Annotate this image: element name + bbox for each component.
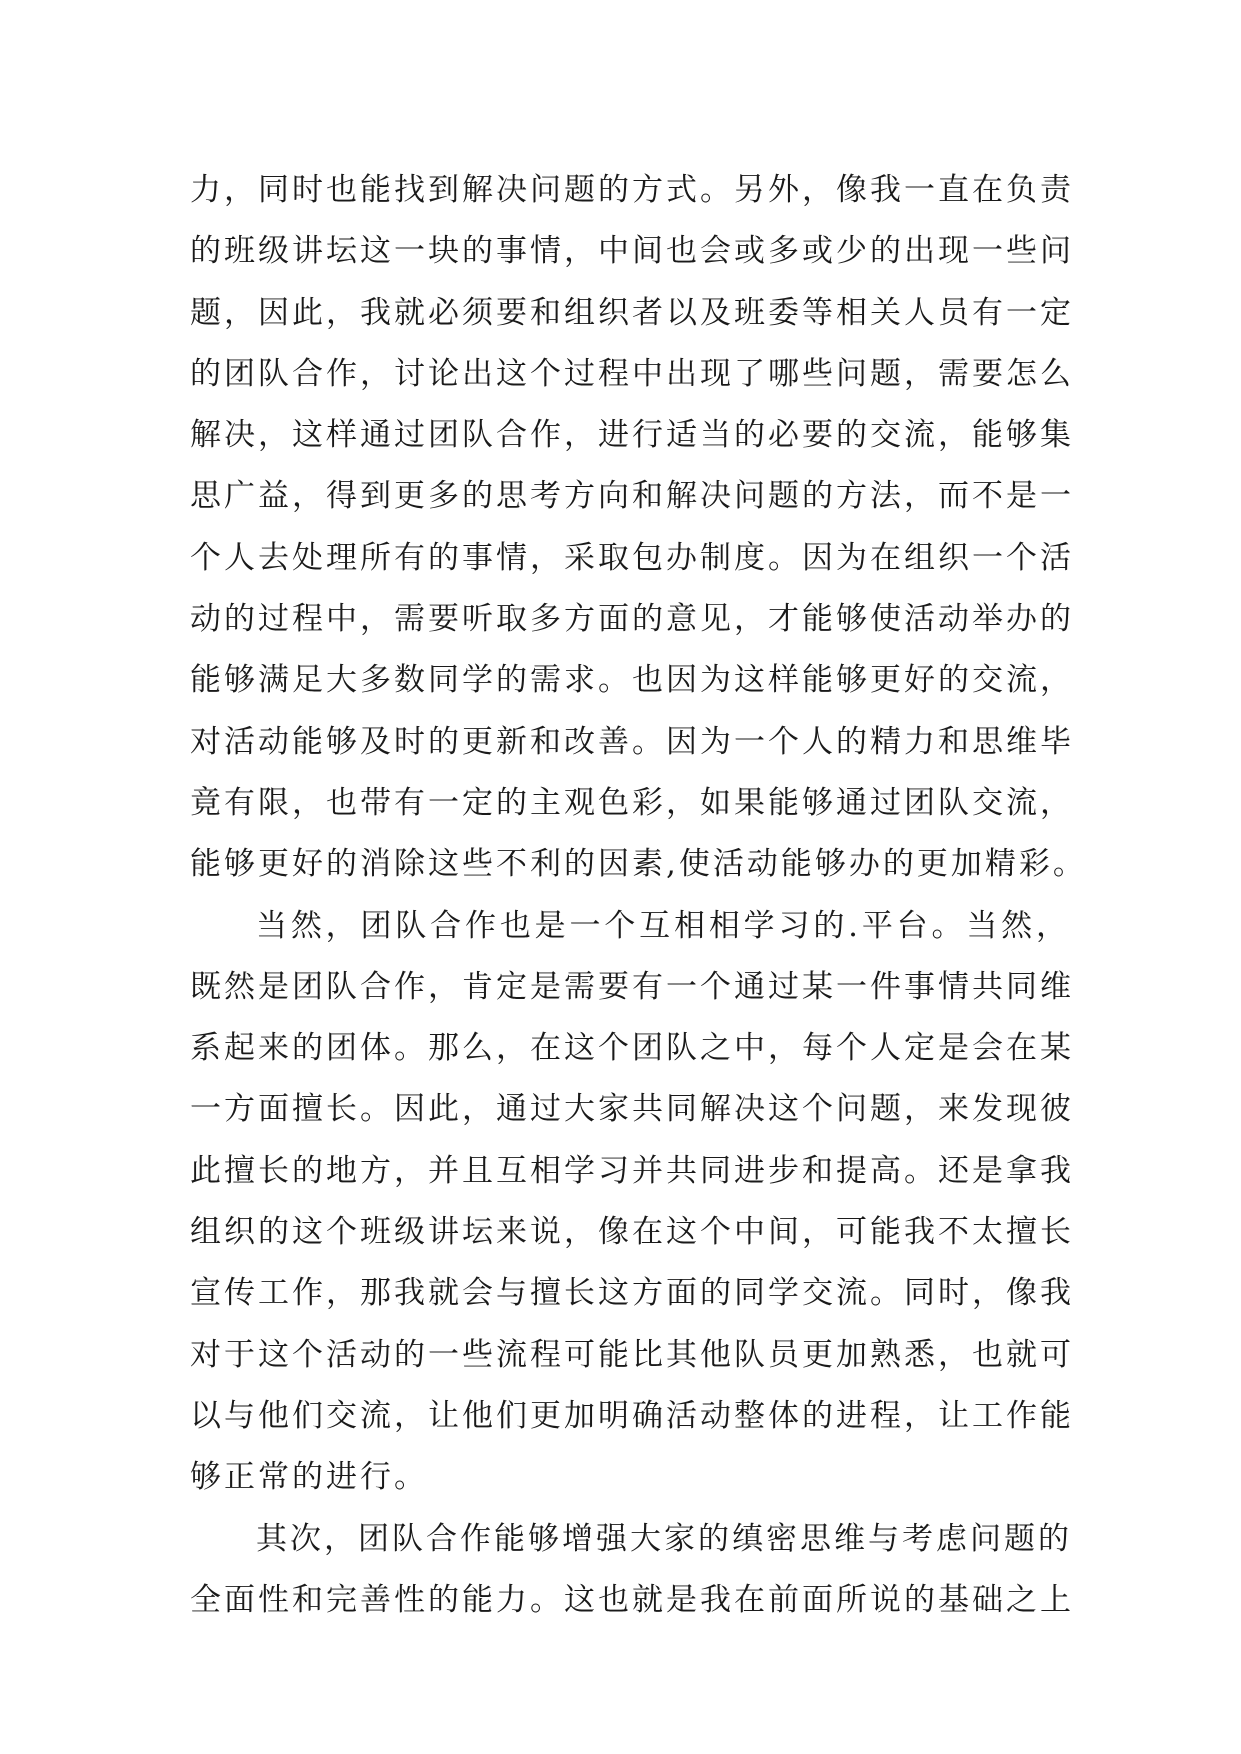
text-line-paragraph-start: 当然，团队合作也是一个互相相学习的.平台。当然，: [256, 907, 1070, 944]
text-line: 一方面擅长。因此，通过大家共同解决这个问题，来发现彼: [190, 1091, 1074, 1128]
text-line: 既然是团队合作，肯定是需要有一个通过某一件事情共同维: [190, 968, 1074, 1005]
text-line: 竟有限，也带有一定的主观色彩，如果能够通过团队交流，: [190, 784, 1074, 821]
text-line: 以与他们交流，让他们更加明确活动整体的进程，让工作能: [190, 1397, 1074, 1434]
text-line: 思广益，得到更多的思考方向和解决问题的方法，而不是一: [190, 478, 1074, 515]
text-line: 够正常的进行。: [190, 1459, 428, 1496]
text-line: 的班级讲坛这一块的事情，中间也会或多或少的出现一些问: [190, 233, 1074, 270]
text-line: 系起来的团体。那么，在这个团队之中，每个人定是会在某: [190, 1030, 1074, 1067]
body-text: [190, 160, 1087, 1631]
text-line: 全面性和完善性的能力。这也就是我在前面所说的基础之上: [190, 1581, 1074, 1618]
text-line: 的团队合作，讨论出这个过程中出现了哪些问题，需要怎么: [190, 355, 1074, 392]
text-line: 对于这个活动的一些流程可能比其他队员更加熟悉，也就可: [190, 1336, 1074, 1373]
text-line: 个人去处理所有的事情，采取包办制度。因为在组织一个活: [190, 539, 1074, 576]
text-line: 解决，这样通过团队合作，进行适当的必要的交流，能够集: [190, 417, 1074, 454]
text-line: 能够更好的消除这些不利的因素,使活动能够办的更加精彩。: [190, 846, 1087, 883]
text-line-paragraph-start: 其次，团队合作能够增强大家的缜密思维与考虑问题的: [256, 1520, 1072, 1557]
text-line: 能够满足大多数同学的需求。也因为这样能够更好的交流，: [190, 662, 1074, 699]
text-line: 组织的这个班级讲坛来说，像在这个中间，可能我不太擅长: [190, 1214, 1074, 1251]
text-line: 宣传工作，那我就会与擅长这方面的同学交流。同时，像我: [190, 1275, 1074, 1312]
text-line: 对活动能够及时的更新和改善。因为一个人的精力和思维毕: [190, 723, 1074, 760]
text-line: 力，同时也能找到解决问题的方式。另外，像我一直在负责: [190, 172, 1074, 208]
text-line: 题，因此，我就必须要和组织者以及班委等相关人员有一定: [190, 294, 1074, 331]
text-line: 此擅长的地方，并且互相学习并共同进步和提高。还是拿我: [190, 1152, 1074, 1189]
text-line: 动的过程中，需要听取多方面的意见，才能够使活动举办的: [190, 601, 1074, 638]
